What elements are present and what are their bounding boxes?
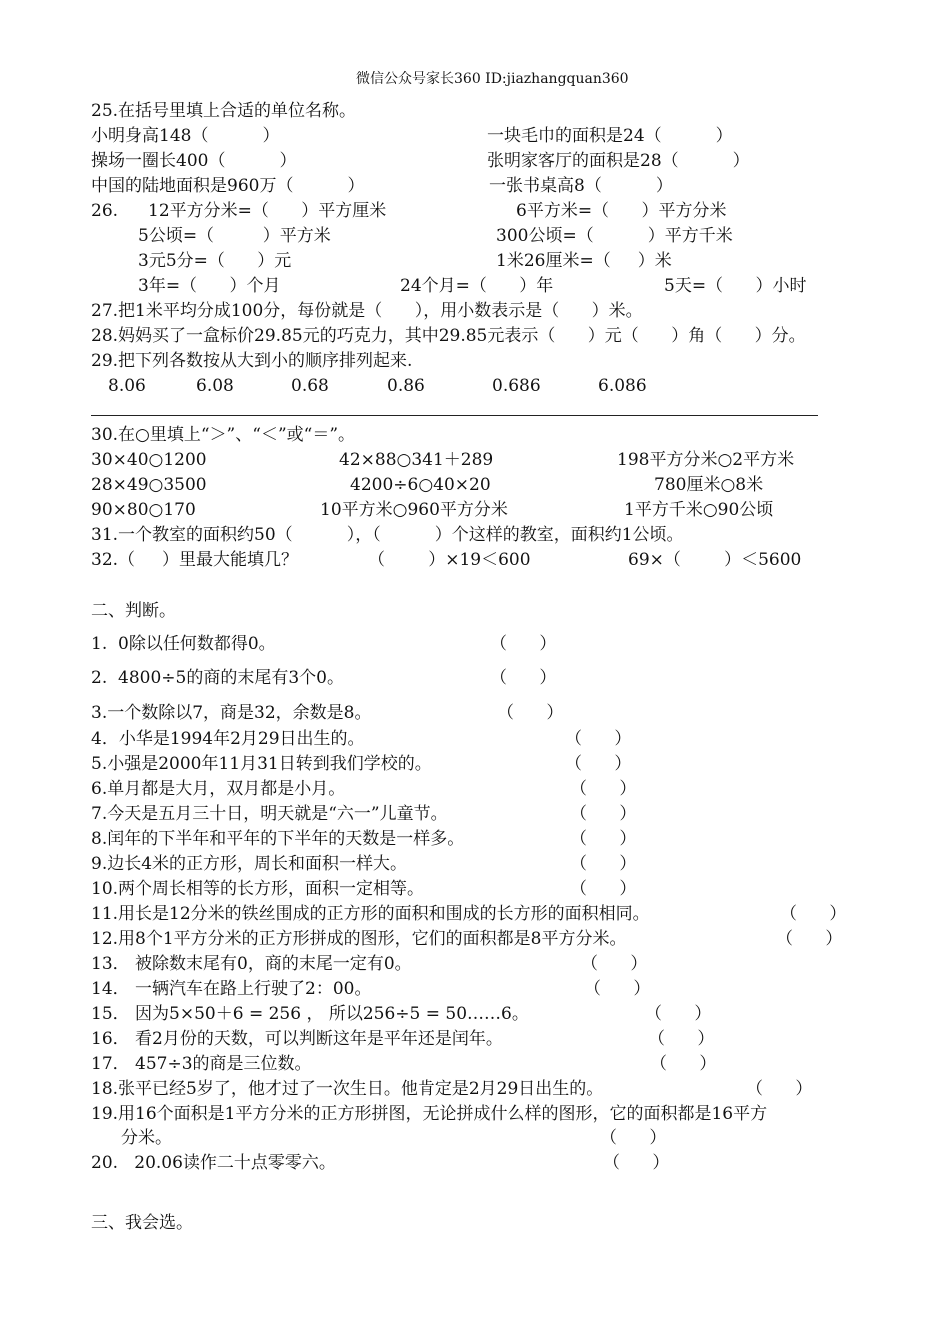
judge-item-cont: 分米。 xyxy=(121,1128,172,1148)
q26-item: 3年=（ ）个月 xyxy=(138,276,281,296)
q32-lead: 32.（ ）里最大能填几？ xyxy=(91,550,299,570)
q26-item: 12平方分米=（ ）平方厘米 xyxy=(148,201,387,221)
judge-blank: （ ） xyxy=(565,754,632,774)
q26-item: 3元5分=（ ）元 xyxy=(138,251,292,271)
judge-blank: （ ） xyxy=(776,929,843,949)
judge-item: 12.用8个1平方分米的正方形拼成的图形，它们的面积都是8平方分米。 xyxy=(91,929,627,949)
q32-a: （ ）×19＜600 xyxy=(368,550,531,570)
judge-item: 5.小强是2000年11月31日转到我们学校的。 xyxy=(91,754,432,774)
q30-item: 28×49○3500 xyxy=(91,475,207,495)
judge-item: 7.今天是五月三十日，明天就是“六一”儿童节。 xyxy=(91,804,448,824)
judge-blank: （ ） xyxy=(603,1153,670,1173)
judge-blank: （ ） xyxy=(570,829,637,849)
judge-blank: （ ） xyxy=(490,668,557,688)
judge-blank: （ ） xyxy=(570,879,637,899)
judge-blank: （ ） xyxy=(648,1029,715,1049)
judge-item: 8.闰年的下半年和平年的下半年的天数是一样多。 xyxy=(91,829,465,849)
judge-blank: （ ） xyxy=(600,1128,667,1148)
q29-number: 0.68 xyxy=(291,376,329,396)
q25-title: 25.在括号里填上合适的单位名称。 xyxy=(91,101,357,121)
judge-item: 11.用长是12分米的铁丝围成的正方形的面积和围成的长方形的面积相同。 xyxy=(91,904,650,924)
q25-item: 一块毛巾的面积是24（ ） xyxy=(487,126,733,146)
judge-item: 16． 看2月份的天数，可以判断这年是平年还是闰年。 xyxy=(91,1029,503,1049)
q26-number: 26. xyxy=(91,201,119,221)
judge-blank: （ ） xyxy=(746,1079,813,1099)
judge-blank: （ ） xyxy=(570,854,637,874)
q26-item: 6平方米=（ ）平方分米 xyxy=(516,201,727,221)
judge-blank: （ ） xyxy=(565,729,632,749)
page-header: 微信公众号家长360 ID:jiazhangquan360 xyxy=(356,71,629,87)
q30-item: 780厘米○8米 xyxy=(654,475,764,495)
judge-blank: （ ） xyxy=(650,1054,717,1074)
q30-item: 198平方分米○2平方米 xyxy=(617,450,795,470)
judge-item: 10.两个周长相等的长方形，面积一定相等。 xyxy=(91,879,425,899)
judge-item: 18.张平已经5岁了，他才过了一次生日。他肯定是2月29日出生的。 xyxy=(91,1079,604,1099)
judge-item: 6.单月都是大月，双月都是小月。 xyxy=(91,779,346,799)
q30-item: 4200÷6○40×20 xyxy=(350,475,491,495)
judge-item: 9.边长4米的正方形，周长和面积一样大。 xyxy=(91,854,408,874)
q25-item: 操场一圈长400（ ） xyxy=(91,151,297,171)
q30-title: 30.在○里填上“＞”、“＜”或“＝”。 xyxy=(91,425,356,445)
judge-blank: （ ） xyxy=(780,904,847,924)
q25-item: 张明家客厅的面积是28（ ） xyxy=(487,151,750,171)
judge-blank: （ ） xyxy=(570,804,637,824)
judge-blank: （ ） xyxy=(497,703,564,723)
q26-item: 5天=（ ）小时 xyxy=(664,276,807,296)
q29-number: 8.06 xyxy=(108,376,146,396)
q25-item: 一张书桌高8（ ） xyxy=(489,176,673,196)
q31: 31.一个教室的面积约50（ ），（ ）个这样的教室，面积约1公顷。 xyxy=(91,525,684,545)
q27: 27.把1米平均分成100分，每份就是（ ），用小数表示是（ ）米。 xyxy=(91,301,643,321)
q32-b: 69×（ ）＜5600 xyxy=(628,550,802,570)
judge-item: 17． 457÷3的商是三位数。 xyxy=(91,1054,312,1074)
q26-item: 5公顷=（ ）平方米 xyxy=(138,226,331,246)
q29-title: 29.把下列各数按从大到小的顺序排列起来. xyxy=(91,351,413,371)
q29-number: 6.086 xyxy=(598,376,647,396)
q25-item: 中国的陆地面积是960万（ ） xyxy=(91,176,365,196)
q26-item: 24个月=（ ）年 xyxy=(400,276,554,296)
answer-line xyxy=(91,415,818,416)
q29-number: 6.08 xyxy=(196,376,234,396)
judge-blank: （ ） xyxy=(581,954,648,974)
judge-item: 13． 被除数末尾有0，商的末尾一定有0。 xyxy=(91,954,412,974)
judge-item: 19.用16个面积是1平方分米的正方形拼图，无论拼成什么样的图形，它的面积都是16平方 xyxy=(91,1104,768,1124)
judge-blank: （ ） xyxy=(570,779,637,799)
section3-title: 三、我会选。 xyxy=(91,1213,193,1233)
q30-item: 10平方米○960平方分米 xyxy=(320,500,508,520)
q26-item: 300公顷=（ ）平方千米 xyxy=(496,226,733,246)
judge-blank: （ ） xyxy=(584,979,651,999)
q30-item: 90×80○170 xyxy=(91,500,196,520)
judge-item: 3.一个数除以7，商是32，余数是8。 xyxy=(91,703,372,723)
section2-title: 二、判断。 xyxy=(91,601,176,621)
q30-item: 42×88○341＋289 xyxy=(339,450,494,470)
q29-number: 0.86 xyxy=(387,376,425,396)
q30-item: 30×40○1200 xyxy=(91,450,207,470)
judge-item: 2. 4800÷5的商的末尾有3个0。 xyxy=(91,668,344,688)
q28: 28.妈妈买了一盒标价29.85元的巧克力，其中29.85元表示（ ）元（ ）角（ ）分。 xyxy=(91,326,806,346)
judge-blank: （ ） xyxy=(490,634,557,654)
judge-item: 15． 因为5×50＋6 = 256 ， 所以256÷5 = 50……6。 xyxy=(91,1004,529,1024)
judge-item: 14． 一辆汽车在路上行驶了2：00。 xyxy=(91,979,372,999)
judge-item: 4．小华是1994年2月29日出生的。 xyxy=(91,729,365,749)
q26-item: 1米26厘米=（ ）米 xyxy=(496,251,672,271)
judge-item: 20. 20.06读作二十点零零六。 xyxy=(91,1153,336,1173)
judge-blank: （ ） xyxy=(645,1004,712,1024)
q29-number: 0.686 xyxy=(492,376,541,396)
q30-item: 1平方千米○90公顷 xyxy=(624,500,774,520)
q25-item: 小明身高148（ ） xyxy=(91,126,280,146)
judge-item: 1. 0除以任何数都得0。 xyxy=(91,634,276,654)
